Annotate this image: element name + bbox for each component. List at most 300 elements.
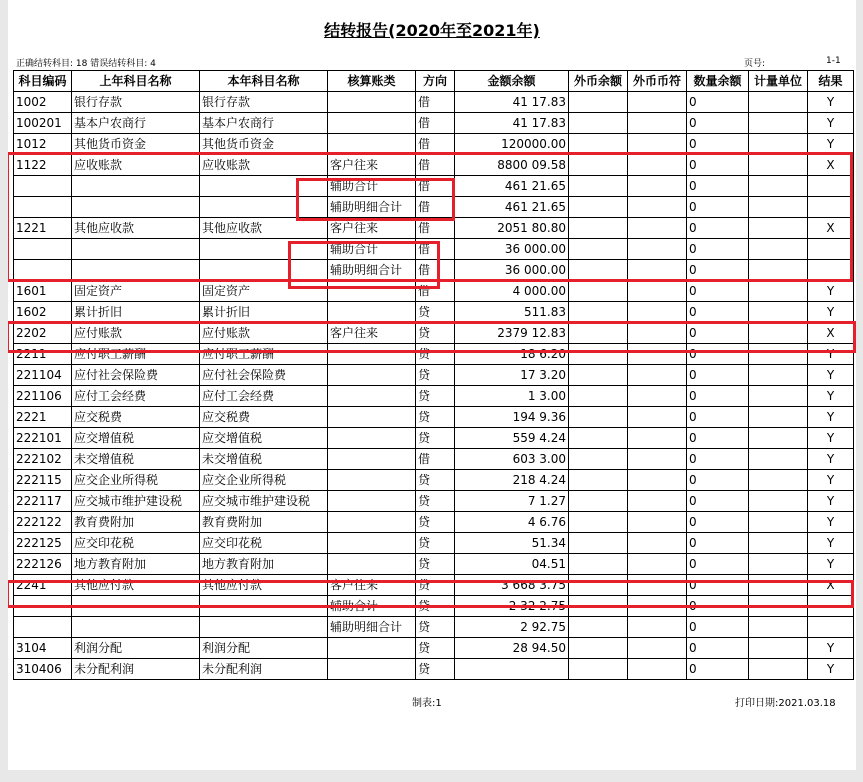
table-row xyxy=(14,113,854,134)
amount-balance-cell: 3 668 3.75 xyxy=(455,575,569,596)
fx-balance-cell xyxy=(569,281,628,302)
curr-account-name-cell: 未交增值税 xyxy=(200,449,328,470)
account-code-cell: 1221 xyxy=(14,218,72,239)
quantity-balance-cell: 0 xyxy=(687,218,749,239)
direction-cell: 贷 xyxy=(416,428,455,449)
fx-balance-cell xyxy=(569,659,628,680)
table-row xyxy=(14,449,854,470)
result-cell: Y xyxy=(808,302,854,323)
prev-account-name-cell: 应交企业所得税 xyxy=(72,470,200,491)
table-row xyxy=(14,386,854,407)
fx-symbol-cell xyxy=(628,176,687,197)
result-cell: X xyxy=(808,218,854,239)
unit-cell xyxy=(749,617,808,638)
accounting-type-cell xyxy=(328,491,416,512)
column-header: 金额余额 xyxy=(455,71,569,92)
table-row xyxy=(14,428,854,449)
column-header: 结果 xyxy=(808,71,854,92)
curr-account-name-cell: 应付账款 xyxy=(200,323,328,344)
fx-symbol-cell xyxy=(628,386,687,407)
table-header-row xyxy=(14,71,854,92)
fx-symbol-cell xyxy=(628,533,687,554)
prev-account-name-cell: 应付账款 xyxy=(72,323,200,344)
unit-cell xyxy=(749,449,808,470)
fx-symbol-cell xyxy=(628,302,687,323)
result-cell xyxy=(808,197,854,218)
curr-account-name-cell: 银行存款 xyxy=(200,92,328,113)
direction-cell: 贷 xyxy=(416,554,455,575)
unit-cell xyxy=(749,176,808,197)
quantity-balance-cell: 0 xyxy=(687,428,749,449)
unit-cell xyxy=(749,344,808,365)
direction-cell: 借 xyxy=(416,197,455,218)
fx-balance-cell xyxy=(569,407,628,428)
accounting-type-cell xyxy=(328,659,416,680)
accounting-type-cell: 辅助合计 xyxy=(328,239,416,260)
accounting-type-cell: 辅助明细合计 xyxy=(328,260,416,281)
unit-cell xyxy=(749,407,808,428)
prev-account-name-cell: 累计折旧 xyxy=(72,302,200,323)
amount-balance-cell xyxy=(455,659,569,680)
table-row xyxy=(14,302,854,323)
direction-cell: 贷 xyxy=(416,344,455,365)
quantity-balance-cell: 0 xyxy=(687,365,749,386)
amount-balance-cell: 17 3.20 xyxy=(455,365,569,386)
account-code-cell: 3104 xyxy=(14,638,72,659)
fx-balance-cell xyxy=(569,386,628,407)
quantity-balance-cell: 0 xyxy=(687,533,749,554)
result-cell: X xyxy=(808,575,854,596)
account-code-cell: 2211 xyxy=(14,344,72,365)
amount-balance-cell: 511.83 xyxy=(455,302,569,323)
result-cell: X xyxy=(808,323,854,344)
quantity-balance-cell: 0 xyxy=(687,323,749,344)
quantity-balance-cell: 0 xyxy=(687,260,749,281)
table-row xyxy=(14,239,854,260)
accounting-type-cell: 辅助合计 xyxy=(328,176,416,197)
unit-cell xyxy=(749,554,808,575)
fx-symbol-cell xyxy=(628,260,687,281)
fx-balance-cell xyxy=(569,428,628,449)
prev-account-name-cell: 未交增值税 xyxy=(72,449,200,470)
account-code-cell: 222115 xyxy=(14,470,72,491)
direction-cell: 借 xyxy=(416,281,455,302)
footer-left-mark xyxy=(20,694,23,705)
unit-cell xyxy=(749,281,808,302)
accounting-type-cell xyxy=(328,344,416,365)
prev-account-name-cell: 应付社会保险费 xyxy=(72,365,200,386)
unit-cell xyxy=(749,470,808,491)
column-header: 科目编码 xyxy=(14,71,72,92)
curr-account-name-cell: 利润分配 xyxy=(200,638,328,659)
curr-account-name-cell: 应付工会经费 xyxy=(200,386,328,407)
amount-balance-cell: 2379 12.83 xyxy=(455,323,569,344)
result-cell: Y xyxy=(808,407,854,428)
accounting-type-cell: 客户往来 xyxy=(328,323,416,344)
account-code-cell xyxy=(14,260,72,281)
account-code-cell xyxy=(14,197,72,218)
table-row xyxy=(14,197,854,218)
accounting-type-cell xyxy=(328,92,416,113)
curr-account-name-cell: 应交企业所得税 xyxy=(200,470,328,491)
prev-account-name-cell: 应收账款 xyxy=(72,155,200,176)
amount-balance-cell: 559 4.24 xyxy=(455,428,569,449)
column-header: 数量余额 xyxy=(687,71,749,92)
account-code-cell: 310406 xyxy=(14,659,72,680)
accounting-type-cell xyxy=(328,302,416,323)
curr-account-name-cell: 基本户农商行 xyxy=(200,113,328,134)
result-cell: Y xyxy=(808,386,854,407)
result-cell: Y xyxy=(808,449,854,470)
account-code-cell: 1002 xyxy=(14,92,72,113)
fx-symbol-cell xyxy=(628,113,687,134)
account-code-cell: 222125 xyxy=(14,533,72,554)
accounting-type-cell xyxy=(328,365,416,386)
direction-cell: 贷 xyxy=(416,617,455,638)
prev-account-name-cell: 地方教育附加 xyxy=(72,554,200,575)
accounting-type-cell xyxy=(328,428,416,449)
result-cell: Y xyxy=(808,344,854,365)
account-code-cell: 100201 xyxy=(14,113,72,134)
curr-account-name-cell: 应交税费 xyxy=(200,407,328,428)
quantity-balance-cell: 0 xyxy=(687,155,749,176)
accounting-type-cell xyxy=(328,134,416,155)
table-row xyxy=(14,281,854,302)
prev-account-name-cell: 应交印花税 xyxy=(72,533,200,554)
footer-maker: 制表:1 xyxy=(412,698,442,709)
direction-cell: 借 xyxy=(416,155,455,176)
curr-account-name-cell: 其他应付款 xyxy=(200,575,328,596)
amount-balance-cell: 51.34 xyxy=(455,533,569,554)
result-cell: Y xyxy=(808,659,854,680)
account-code-cell: 221104 xyxy=(14,365,72,386)
fx-balance-cell xyxy=(569,365,628,386)
result-cell xyxy=(808,260,854,281)
quantity-balance-cell: 0 xyxy=(687,470,749,491)
accounting-type-cell xyxy=(328,512,416,533)
prev-account-name-cell: 应交税费 xyxy=(72,407,200,428)
transfer-report-table xyxy=(13,70,854,680)
table-row xyxy=(14,533,854,554)
fx-symbol-cell xyxy=(628,638,687,659)
curr-account-name-cell: 未分配利润 xyxy=(200,659,328,680)
accounting-type-cell xyxy=(328,407,416,428)
fx-symbol-cell xyxy=(628,134,687,155)
quantity-balance-cell: 0 xyxy=(687,512,749,533)
accounting-type-cell xyxy=(328,281,416,302)
account-code-cell: 222117 xyxy=(14,491,72,512)
account-code-cell: 1012 xyxy=(14,134,72,155)
table-row xyxy=(14,596,854,617)
fx-balance-cell xyxy=(569,134,628,155)
unit-cell xyxy=(749,323,808,344)
prev-account-name-cell: 利润分配 xyxy=(72,638,200,659)
curr-account-name-cell: 固定资产 xyxy=(200,281,328,302)
prev-account-name-cell: 其他应付款 xyxy=(72,575,200,596)
fx-balance-cell xyxy=(569,470,628,491)
fx-balance-cell xyxy=(569,449,628,470)
account-code-cell: 1122 xyxy=(14,155,72,176)
direction-cell: 贷 xyxy=(416,386,455,407)
unit-cell xyxy=(749,239,808,260)
fx-symbol-cell xyxy=(628,155,687,176)
prev-account-name-cell: 固定资产 xyxy=(72,281,200,302)
prev-account-name-cell: 银行存款 xyxy=(72,92,200,113)
fx-symbol-cell xyxy=(628,575,687,596)
direction-cell: 借 xyxy=(416,113,455,134)
unit-cell xyxy=(749,218,808,239)
unit-cell xyxy=(749,113,808,134)
unit-cell xyxy=(749,92,808,113)
fx-symbol-cell xyxy=(628,365,687,386)
result-cell: Y xyxy=(808,533,854,554)
unit-cell xyxy=(749,155,808,176)
table-row xyxy=(14,176,854,197)
fx-symbol-cell xyxy=(628,554,687,575)
curr-account-name-cell: 应交增值税 xyxy=(200,428,328,449)
quantity-balance-cell: 0 xyxy=(687,92,749,113)
table-row xyxy=(14,218,854,239)
curr-account-name-cell xyxy=(200,197,328,218)
prev-account-name-cell: 未分配利润 xyxy=(72,659,200,680)
unit-cell xyxy=(749,491,808,512)
curr-account-name-cell xyxy=(200,176,328,197)
fx-balance-cell xyxy=(569,113,628,134)
result-cell xyxy=(808,596,854,617)
curr-account-name-cell xyxy=(200,260,328,281)
table-row xyxy=(14,638,854,659)
direction-cell: 贷 xyxy=(416,323,455,344)
account-code-cell: 2202 xyxy=(14,323,72,344)
result-cell: Y xyxy=(808,638,854,659)
accounting-type-cell xyxy=(328,449,416,470)
account-code-cell: 222102 xyxy=(14,449,72,470)
account-code-cell: 1601 xyxy=(14,281,72,302)
accounting-type-cell: 辅助合计 xyxy=(328,596,416,617)
fx-balance-cell xyxy=(569,617,628,638)
table-row xyxy=(14,92,854,113)
unit-cell xyxy=(749,512,808,533)
direction-cell: 借 xyxy=(416,92,455,113)
curr-account-name-cell: 应交城市维护建设税 xyxy=(200,491,328,512)
unit-cell xyxy=(749,302,808,323)
quantity-balance-cell: 0 xyxy=(687,113,749,134)
amount-balance-cell: 41 17.83 xyxy=(455,92,569,113)
accounting-type-cell xyxy=(328,533,416,554)
fx-symbol-cell xyxy=(628,344,687,365)
table-row xyxy=(14,575,854,596)
amount-balance-cell: 218 4.24 xyxy=(455,470,569,491)
fx-symbol-cell xyxy=(628,428,687,449)
curr-account-name-cell: 累计折旧 xyxy=(200,302,328,323)
table-row xyxy=(14,344,854,365)
direction-cell: 贷 xyxy=(416,659,455,680)
quantity-balance-cell: 0 xyxy=(687,638,749,659)
curr-account-name-cell: 应付社会保险费 xyxy=(200,365,328,386)
accounting-type-cell xyxy=(328,113,416,134)
fx-balance-cell xyxy=(569,533,628,554)
direction-cell: 借 xyxy=(416,449,455,470)
page-number: 1-1 xyxy=(826,56,841,66)
prev-account-name-cell xyxy=(72,176,200,197)
amount-balance-cell: 2 32 2.75 xyxy=(455,596,569,617)
fx-balance-cell xyxy=(569,197,628,218)
column-header: 方向 xyxy=(416,71,455,92)
curr-account-name-cell: 其他应收款 xyxy=(200,218,328,239)
direction-cell: 借 xyxy=(416,134,455,155)
curr-account-name-cell xyxy=(200,617,328,638)
quantity-balance-cell: 0 xyxy=(687,596,749,617)
fx-balance-cell xyxy=(569,596,628,617)
column-header: 核算账类 xyxy=(328,71,416,92)
amount-balance-cell: 04.51 xyxy=(455,554,569,575)
fx-symbol-cell xyxy=(628,323,687,344)
result-cell xyxy=(808,239,854,260)
prev-account-name-cell xyxy=(72,596,200,617)
table-row xyxy=(14,491,854,512)
direction-cell: 借 xyxy=(416,176,455,197)
amount-balance-cell: 36 000.00 xyxy=(455,260,569,281)
amount-balance-cell: 2 92.75 xyxy=(455,617,569,638)
direction-cell: 借 xyxy=(416,218,455,239)
fx-symbol-cell xyxy=(628,239,687,260)
direction-cell: 贷 xyxy=(416,365,455,386)
fx-balance-cell xyxy=(569,302,628,323)
result-cell xyxy=(808,617,854,638)
fx-balance-cell xyxy=(569,638,628,659)
curr-account-name-cell: 地方教育附加 xyxy=(200,554,328,575)
unit-cell xyxy=(749,575,808,596)
quantity-balance-cell: 0 xyxy=(687,554,749,575)
result-cell xyxy=(808,176,854,197)
fx-symbol-cell xyxy=(628,512,687,533)
result-cell: Y xyxy=(808,281,854,302)
amount-balance-cell: 36 000.00 xyxy=(455,239,569,260)
quantity-balance-cell: 0 xyxy=(687,491,749,512)
result-cell: Y xyxy=(808,470,854,491)
fx-balance-cell xyxy=(569,218,628,239)
result-cell: Y xyxy=(808,134,854,155)
result-cell: Y xyxy=(808,92,854,113)
amount-balance-cell: 461 21.65 xyxy=(455,176,569,197)
accounting-type-cell: 辅助明细合计 xyxy=(328,197,416,218)
accounting-type-cell: 客户往来 xyxy=(328,218,416,239)
fx-balance-cell xyxy=(569,260,628,281)
curr-account-name-cell: 应付职工薪酬 xyxy=(200,344,328,365)
unit-cell xyxy=(749,386,808,407)
curr-account-name-cell xyxy=(200,239,328,260)
table-row xyxy=(14,407,854,428)
unit-cell xyxy=(749,365,808,386)
curr-account-name-cell: 教育费附加 xyxy=(200,512,328,533)
prev-account-name-cell xyxy=(72,617,200,638)
column-header: 计量单位 xyxy=(749,71,808,92)
amount-balance-cell: 120000.00 xyxy=(455,134,569,155)
curr-account-name-cell: 应收账款 xyxy=(200,155,328,176)
prev-account-name-cell: 应付职工薪酬 xyxy=(72,344,200,365)
amount-balance-cell: 194 9.36 xyxy=(455,407,569,428)
prev-account-name-cell xyxy=(72,239,200,260)
accounting-type-cell: 客户往来 xyxy=(328,155,416,176)
direction-cell: 贷 xyxy=(416,575,455,596)
quantity-balance-cell: 0 xyxy=(687,344,749,365)
amount-balance-cell: 1 3.00 xyxy=(455,386,569,407)
direction-cell: 贷 xyxy=(416,638,455,659)
amount-balance-cell: 7 1.27 xyxy=(455,491,569,512)
quantity-balance-cell: 0 xyxy=(687,134,749,155)
column-header: 外币余额 xyxy=(569,71,628,92)
direction-cell: 借 xyxy=(416,239,455,260)
fx-symbol-cell xyxy=(628,218,687,239)
account-code-cell xyxy=(14,176,72,197)
result-cell: Y xyxy=(808,491,854,512)
direction-cell: 贷 xyxy=(416,470,455,491)
fx-balance-cell xyxy=(569,512,628,533)
table-row xyxy=(14,659,854,680)
accounting-type-cell: 客户往来 xyxy=(328,575,416,596)
amount-balance-cell: 8800 09.58 xyxy=(455,155,569,176)
column-header: 外币币符 xyxy=(628,71,687,92)
unit-cell xyxy=(749,596,808,617)
direction-cell: 贷 xyxy=(416,596,455,617)
quantity-balance-cell: 0 xyxy=(687,281,749,302)
prev-account-name-cell: 教育费附加 xyxy=(72,512,200,533)
table-row xyxy=(14,260,854,281)
column-header: 上年科目名称 xyxy=(72,71,200,92)
prev-account-name-cell: 应付工会经费 xyxy=(72,386,200,407)
quantity-balance-cell: 0 xyxy=(687,386,749,407)
table-row xyxy=(14,155,854,176)
direction-cell: 贷 xyxy=(416,533,455,554)
prev-account-name-cell: 其他应收款 xyxy=(72,218,200,239)
table-row xyxy=(14,554,854,575)
fx-symbol-cell xyxy=(628,491,687,512)
amount-balance-cell: 28 94.50 xyxy=(455,638,569,659)
quantity-balance-cell: 0 xyxy=(687,176,749,197)
account-code-cell: 222122 xyxy=(14,512,72,533)
result-cell: X xyxy=(808,155,854,176)
table-row xyxy=(14,470,854,491)
accounting-type-cell: 辅助明细合计 xyxy=(328,617,416,638)
result-cell: Y xyxy=(808,428,854,449)
quantity-balance-cell: 0 xyxy=(687,575,749,596)
table-row xyxy=(14,512,854,533)
result-cell: Y xyxy=(808,554,854,575)
account-code-cell: 2221 xyxy=(14,407,72,428)
quantity-balance-cell: 0 xyxy=(687,449,749,470)
fx-balance-cell xyxy=(569,239,628,260)
amount-balance-cell: 461 21.65 xyxy=(455,197,569,218)
direction-cell: 贷 xyxy=(416,407,455,428)
fx-balance-cell xyxy=(569,491,628,512)
direction-cell: 贷 xyxy=(416,512,455,533)
unit-cell xyxy=(749,260,808,281)
fx-symbol-cell xyxy=(628,197,687,218)
page-label: 页号: xyxy=(744,59,766,69)
quantity-balance-cell: 0 xyxy=(687,239,749,260)
quantity-balance-cell: 0 xyxy=(687,197,749,218)
table-row xyxy=(14,323,854,344)
fx-symbol-cell xyxy=(628,92,687,113)
curr-account-name-cell: 其他货币资金 xyxy=(200,134,328,155)
fx-balance-cell xyxy=(569,554,628,575)
quantity-balance-cell: 0 xyxy=(687,659,749,680)
prev-account-name-cell: 其他货币资金 xyxy=(72,134,200,155)
fx-symbol-cell xyxy=(628,449,687,470)
unit-cell xyxy=(749,533,808,554)
account-code-cell xyxy=(14,239,72,260)
fx-balance-cell xyxy=(569,323,628,344)
